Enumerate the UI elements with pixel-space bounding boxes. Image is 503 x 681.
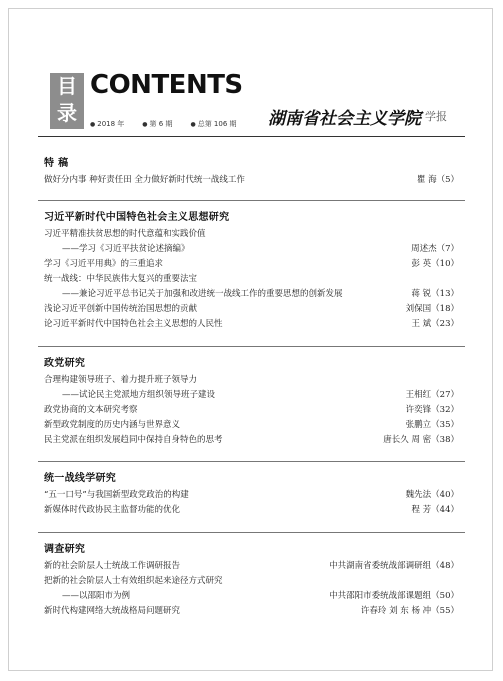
section-title: 特 稿 bbox=[44, 158, 69, 169]
issue-total: ● 总第 106 期 bbox=[190, 119, 236, 129]
journal-suffix: 学报 bbox=[425, 110, 447, 123]
entry-title: 统一战线：中华民族伟大复兴的重要法宝 bbox=[44, 274, 198, 284]
toc-entry[interactable] bbox=[38, 302, 465, 317]
entry-author-page: 周述杰（7） bbox=[411, 244, 459, 254]
toc-entry[interactable] bbox=[38, 242, 465, 257]
contents-heading: CONTENTS bbox=[90, 70, 243, 100]
toc-entry[interactable] bbox=[38, 173, 465, 188]
header-rule bbox=[38, 136, 465, 137]
entry-title: 习近平精准扶贫思想的时代意蕴和实践价值 bbox=[44, 229, 206, 239]
entry-title: 民主党派在组织发展趋同中保持自身特色的思考 bbox=[44, 435, 223, 445]
toc-entry[interactable] bbox=[38, 317, 465, 332]
entry-title: 合理构建领导班子、着力提升班子领导力 bbox=[44, 375, 198, 385]
entry-author-page: 许春玲 刘 东 杨 冲（55） bbox=[360, 606, 459, 616]
entry-title: “五一口号”与我国新型政党政治的构建 bbox=[44, 490, 189, 500]
entry-author-page: 王 斌（23） bbox=[411, 319, 459, 329]
entry-subtitle: ——学习《习近平扶贫论述摘编》 bbox=[62, 244, 190, 254]
entry-author-page: 刘保国（18） bbox=[405, 304, 459, 314]
entry-title: 把新的社会阶层人士有效组织起来途径方式研究 bbox=[44, 576, 223, 586]
section-title: 调查研究 bbox=[44, 544, 86, 555]
toc-entry[interactable] bbox=[38, 403, 465, 418]
entry-author-page: 中共邵阳市委统战部课题组（50） bbox=[329, 591, 459, 601]
entry-title: 论习近平新时代中国特色社会主义思想的人民性 bbox=[44, 319, 223, 329]
toc-entry[interactable] bbox=[38, 503, 465, 518]
entry-title: 做好分内事 种好责任田 全力做好新时代统一战线工作 bbox=[44, 175, 245, 185]
entry-title: 浅论习近平创新中国传统治国思想的贡献 bbox=[44, 304, 198, 314]
section-title: 习近平新时代中国特色社会主义思想研究 bbox=[44, 212, 230, 223]
journal-name: 湖南省社会主义学院 bbox=[268, 109, 421, 129]
toc-entry[interactable] bbox=[38, 559, 465, 574]
toc-entry[interactable] bbox=[38, 488, 465, 503]
toc-entry[interactable] bbox=[38, 589, 465, 604]
section-divider bbox=[38, 200, 465, 201]
toc-entry[interactable] bbox=[38, 373, 465, 388]
entry-subtitle: ——以邵阳市为例 bbox=[62, 591, 131, 601]
issue-meta bbox=[90, 119, 237, 129]
lu-char: 录 bbox=[57, 101, 77, 125]
section-title: 政党研究 bbox=[44, 358, 86, 369]
entry-title: 新的社会阶层人士统战工作调研报告 bbox=[44, 561, 181, 571]
toc-entry[interactable] bbox=[38, 433, 465, 448]
toc-section bbox=[38, 154, 465, 188]
issue-year: ● 2018 年 bbox=[90, 119, 124, 129]
entry-title: 学习《习近平用典》的三重追求 bbox=[44, 259, 164, 269]
entry-author-page: 唐长久 周 密（38） bbox=[383, 435, 459, 445]
toc-entry[interactable] bbox=[38, 257, 465, 272]
entry-author-page: 中共湖南省委统战部调研组（48） bbox=[329, 561, 459, 571]
toc-entry[interactable] bbox=[38, 388, 465, 403]
entry-subtitle: ——试论民主党派地方组织领导班子建设 bbox=[62, 390, 216, 400]
toc-entry[interactable] bbox=[38, 227, 465, 242]
entry-author-page: 彭 英（10） bbox=[411, 259, 459, 269]
entry-author-page: 瞿 海（5） bbox=[416, 175, 459, 185]
entry-author-page: 张鹏立（35） bbox=[405, 420, 459, 430]
entry-author-page: 王相红（27） bbox=[405, 390, 459, 400]
entry-title: 新时代构建网络大统战格局问题研究 bbox=[44, 606, 181, 616]
entry-author-page: 魏先法（40） bbox=[405, 490, 459, 500]
entry-author-page: 许奕锋（32） bbox=[405, 405, 459, 415]
toc-section bbox=[38, 469, 465, 518]
entry-title: 政党协商的文本研究考察 bbox=[44, 405, 138, 415]
mu-char: 目 bbox=[57, 74, 77, 98]
mulu-block bbox=[50, 73, 84, 129]
toc-entry[interactable] bbox=[38, 604, 465, 619]
toc-entry[interactable] bbox=[38, 418, 465, 433]
section-divider bbox=[38, 461, 465, 462]
toc-entry[interactable] bbox=[38, 574, 465, 589]
entry-subtitle: ——兼论习近平总书记关于加强和改进统一战线工作的重要思想的创新发展 bbox=[62, 289, 343, 299]
section-divider bbox=[38, 346, 465, 347]
toc-entry[interactable] bbox=[38, 272, 465, 287]
toc-section bbox=[38, 540, 465, 619]
toc-section bbox=[38, 208, 465, 332]
section-title: 统一战线学研究 bbox=[44, 473, 117, 484]
entry-author-page: 蒋 锐（13） bbox=[411, 289, 459, 299]
section-divider bbox=[38, 532, 465, 533]
entry-title: 新型政党制度的历史内涵与世界意义 bbox=[44, 420, 181, 430]
toc-section bbox=[38, 354, 465, 448]
toc-entry[interactable] bbox=[38, 287, 465, 302]
entry-author-page: 程 芳（44） bbox=[411, 505, 459, 515]
issue-number: ● 第 6 期 bbox=[142, 119, 172, 129]
entry-title: 新媒体时代政协民主监督功能的优化 bbox=[44, 505, 181, 515]
